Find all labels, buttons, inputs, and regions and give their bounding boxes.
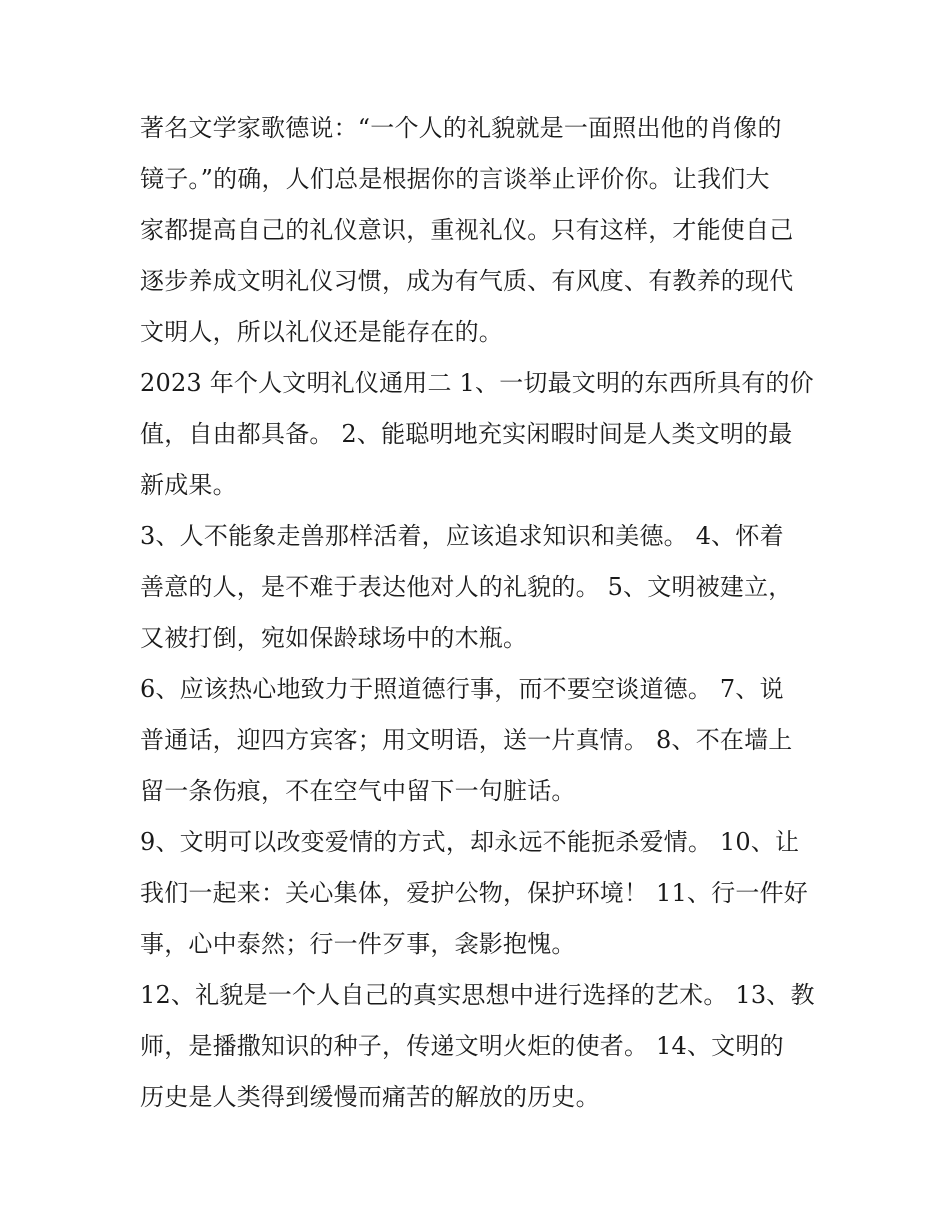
paragraph-items-3-5	[140, 511, 820, 664]
text-line: 值，自由都具备。 2、能聪明地充实闲暇时间是人类文明的最	[140, 420, 793, 448]
paragraph-goethe-quote	[140, 103, 820, 358]
text-line: 又被打倒，宛如保龄球场中的木瓶。	[140, 624, 528, 652]
text-line: 2023 年个人文明礼仪通用二 1、一切最文明的东西所具有的价	[140, 369, 814, 397]
text-line: 3、人不能象走兽那样活着，应该追求知识和美德。 4、怀着	[140, 522, 784, 550]
paragraph-items-6-8	[140, 664, 820, 817]
paragraph-items-12-14	[140, 970, 820, 1123]
text-line: 我们一起来：关心集体，爱护公物，保护环境！ 11、行一件好	[140, 879, 808, 907]
text-line: 留一条伤痕，不在空气中留下一句脏话。	[140, 777, 576, 805]
text-line: 普通话，迎四方宾客；用文明语，送一片真情。 8、不在墙上	[140, 726, 793, 754]
text-line: 师，是播撒知识的种子，传递文明火炬的使者。 14、文明的	[140, 1032, 784, 1060]
text-line: 镜子。”的确，人们总是根据你的言谈举止评价你。让我们大	[140, 165, 770, 193]
text-line: 12、礼貌是一个人自己的真实思想中进行选择的艺术。 13、教	[140, 981, 815, 1009]
text-line: 事，心中泰然；行一件歹事，衾影抱愧。	[140, 930, 576, 958]
text-line: 6、应该热心地致力于照道德行事，而不要空谈道德。 7、说	[140, 675, 784, 703]
document-body	[140, 103, 820, 1123]
text-line: 新成果。	[140, 471, 237, 499]
text-line: 逐步养成文明礼仪习惯，成为有气质、有风度、有教养的现代	[140, 267, 794, 295]
text-line: 著名文学家歌德说：“一个人的礼貌就是一面照出他的肖像的	[140, 114, 782, 142]
text-line: 善意的人，是不难于表达他对人的礼貌的。 5、文明被建立，	[140, 573, 793, 601]
text-line: 文明人，所以礼仪还是能存在的。	[140, 318, 503, 346]
paragraph-items-9-11	[140, 817, 820, 970]
text-line: 历史是人类得到缓慢而痛苦的解放的历史。	[140, 1083, 600, 1111]
text-line: 家都提高自己的礼仪意识，重视礼仪。只有这样，才能使自己	[140, 216, 794, 244]
text-line: 9、文明可以改变爱情的方式，却永远不能扼杀爱情。 10、让	[140, 828, 800, 856]
paragraph-section-two-items-1-2	[140, 358, 820, 511]
